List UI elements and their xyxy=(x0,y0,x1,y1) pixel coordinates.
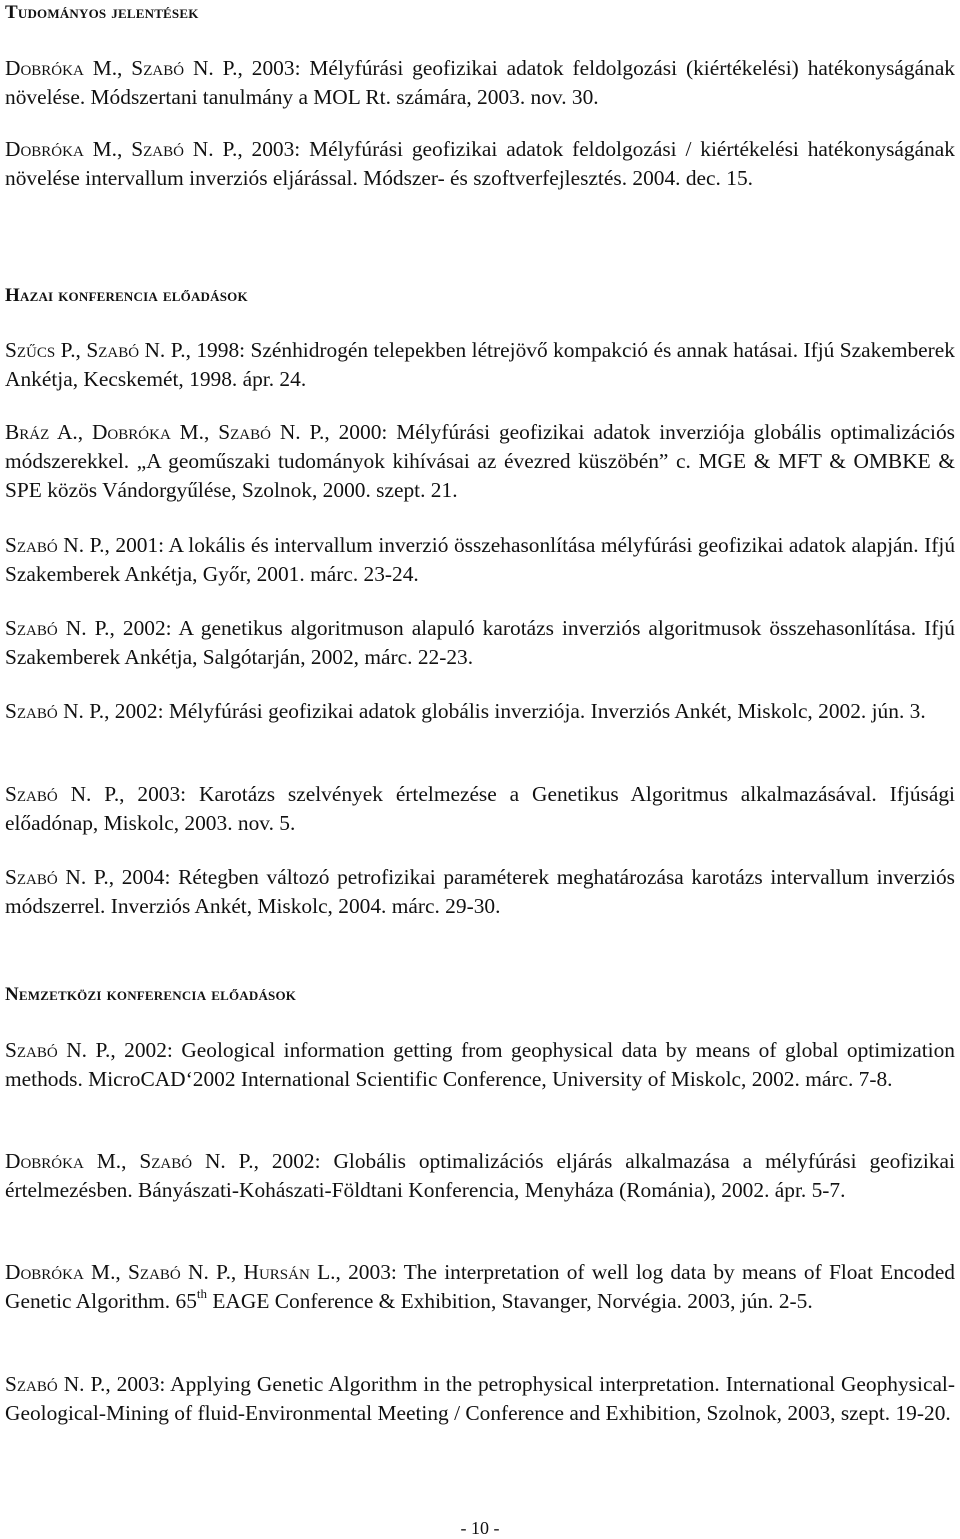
page-number: - 10 - xyxy=(460,1518,500,1538)
reference-text: , 2003: Mélyfúrási geofizikai adatok feldolgozási (kiértékelési) hatékonyságának növelése. Módszertani tanulmány a MOL Rt. számára, 2003. nov. 30. xyxy=(5,56,956,109)
reference-text: , 2004: Rétegben változó petrofizikai paraméterek meghatározása karotázs intervallum inverziós módszerrel. Inverziós Ankét, Miskolc, 2004. márc. 29-30. xyxy=(5,865,956,918)
reference-text: , 2002: Globális optimalizációs eljárás alkalmazása a mélyfúrási geofizikai értelmezésben. Bányászati-Kohászati-Földtani Konferencia, Menyháza (Románia), 2002. ápr. 5-7. xyxy=(5,1149,955,1202)
section-heading-hazai: Hazai konferencia előadások xyxy=(5,285,248,306)
reference-entry xyxy=(5,135,955,193)
reference-text: , 2000: Mélyfúrási geofizikai adatok inverziója globális optimalizációs módszerekkel. „A geoműszaki tudományok kihívásai az évezred küszöbén” c. MGE & MFT & OMBKE & SPE közös Vándorgyűlése, Szolnok, 2000. szept. 21. xyxy=(5,420,955,502)
reference-entry xyxy=(5,54,955,112)
reference-text: , 2002: Geological information getting from geophysical data by means of global optimization methods. MicroCAD‘2002 International Scientific Conference, University of Miskolc, 2002. márc. 7-8. xyxy=(5,1038,956,1091)
reference-authors: Dobróka M., Szabó N. P. xyxy=(5,1149,254,1173)
reference-text: , 2001: A lokális és intervallum inverzió összehasonlítása mélyfúrási geofizikai adatok alapján. Ifjú Szakemberek Ankétja, Győr, 2001. márc. 23-24. xyxy=(5,533,956,586)
superscript-ordinal: th xyxy=(196,1285,208,1301)
reference-authors: Szabó N. P. xyxy=(5,616,110,640)
reference-authors: Szabó N. P. xyxy=(5,1372,106,1396)
reference-text: , 1998: Szénhidrogén telepekben létrejövő kompakció és annak hatásai. Ifjú Szakemberek Ankétja, Kecskemét, 1998. ápr. 24. xyxy=(5,338,955,391)
reference-text: , 2003: Karotázs szelvények értelmezése a Genetikus Algoritmus alkalmazásával. Ifjúsági előadónap, Miskolc, 2003. nov. 5. xyxy=(5,782,955,835)
reference-entry xyxy=(5,1258,955,1316)
reference-authors: Dobróka M., Szabó N. P. xyxy=(5,56,238,80)
reference-authors: Szabó N. P. xyxy=(5,533,105,557)
reference-text: , 2002: Mélyfúrási geofizikai adatok globális inverziója. Inverziós Ankét, Miskolc, 2002. jún. 3. xyxy=(104,699,926,723)
reference-authors: Szabó N. P. xyxy=(5,699,105,723)
reference-entry xyxy=(5,531,955,589)
reference-text: , 2003: Mélyfúrási geofizikai adatok feldolgozási / kiértékelési hatékonyságának növelése intervallum inverziós eljárással. Módszer- és szoftverfejlesztés. 2004. dec. 15. xyxy=(5,137,955,190)
reference-entry xyxy=(5,418,955,505)
reference-entry xyxy=(5,1147,955,1205)
reference-entry xyxy=(5,1036,955,1094)
reference-entry xyxy=(5,697,955,726)
reference-text: EAGE Conference & Exhibition, Stavanger, Norvégia. 2003, jún. 2-5. xyxy=(207,1289,813,1313)
reference-text: , 2002: A genetikus algoritmuson alapuló karotázs inverziós algoritmusok összehasonlítása. Ifjú Szakemberek Ankétja, Salgótarján, 2002, márc. 22-23. xyxy=(5,616,956,669)
reference-authors: Dobróka M., Szabó N. P. xyxy=(5,137,238,161)
section-heading-tudomanyos: Tudományos jelentések xyxy=(5,2,199,23)
reference-authors: Szabó N. P. xyxy=(5,865,109,889)
reference-text: , 2003: Applying Genetic Algorithm in the petrophysical interpretation. International Geophysical-Geological-Mining of fluid-Environmental Meeting / Conference and Exhibition, Szolnok, 2003, szept. 19-20. xyxy=(5,1372,956,1425)
section-heading-nemzetkozi: Nemzetközi konferencia előadások xyxy=(5,984,297,1005)
reference-authors: Szabó N. P. xyxy=(5,782,120,806)
reference-authors: Szűcs P., Szabó N. P. xyxy=(5,338,186,362)
reference-authors: Szabó N. P. xyxy=(5,1038,111,1062)
reference-entry xyxy=(5,1370,955,1428)
reference-entry xyxy=(5,863,955,921)
reference-authors: Dobróka M., Szabó N. P., Hursán L. xyxy=(5,1260,336,1284)
reference-entry xyxy=(5,336,955,394)
reference-entry xyxy=(5,614,955,672)
reference-authors: Bráz A., Dobróka M., Szabó N. P. xyxy=(5,420,325,444)
reference-entry xyxy=(5,780,955,838)
reference-text: , 2003: The interpretation of well log data by means of Float Encoded Genetic Algorithm. 65 xyxy=(5,1260,956,1313)
